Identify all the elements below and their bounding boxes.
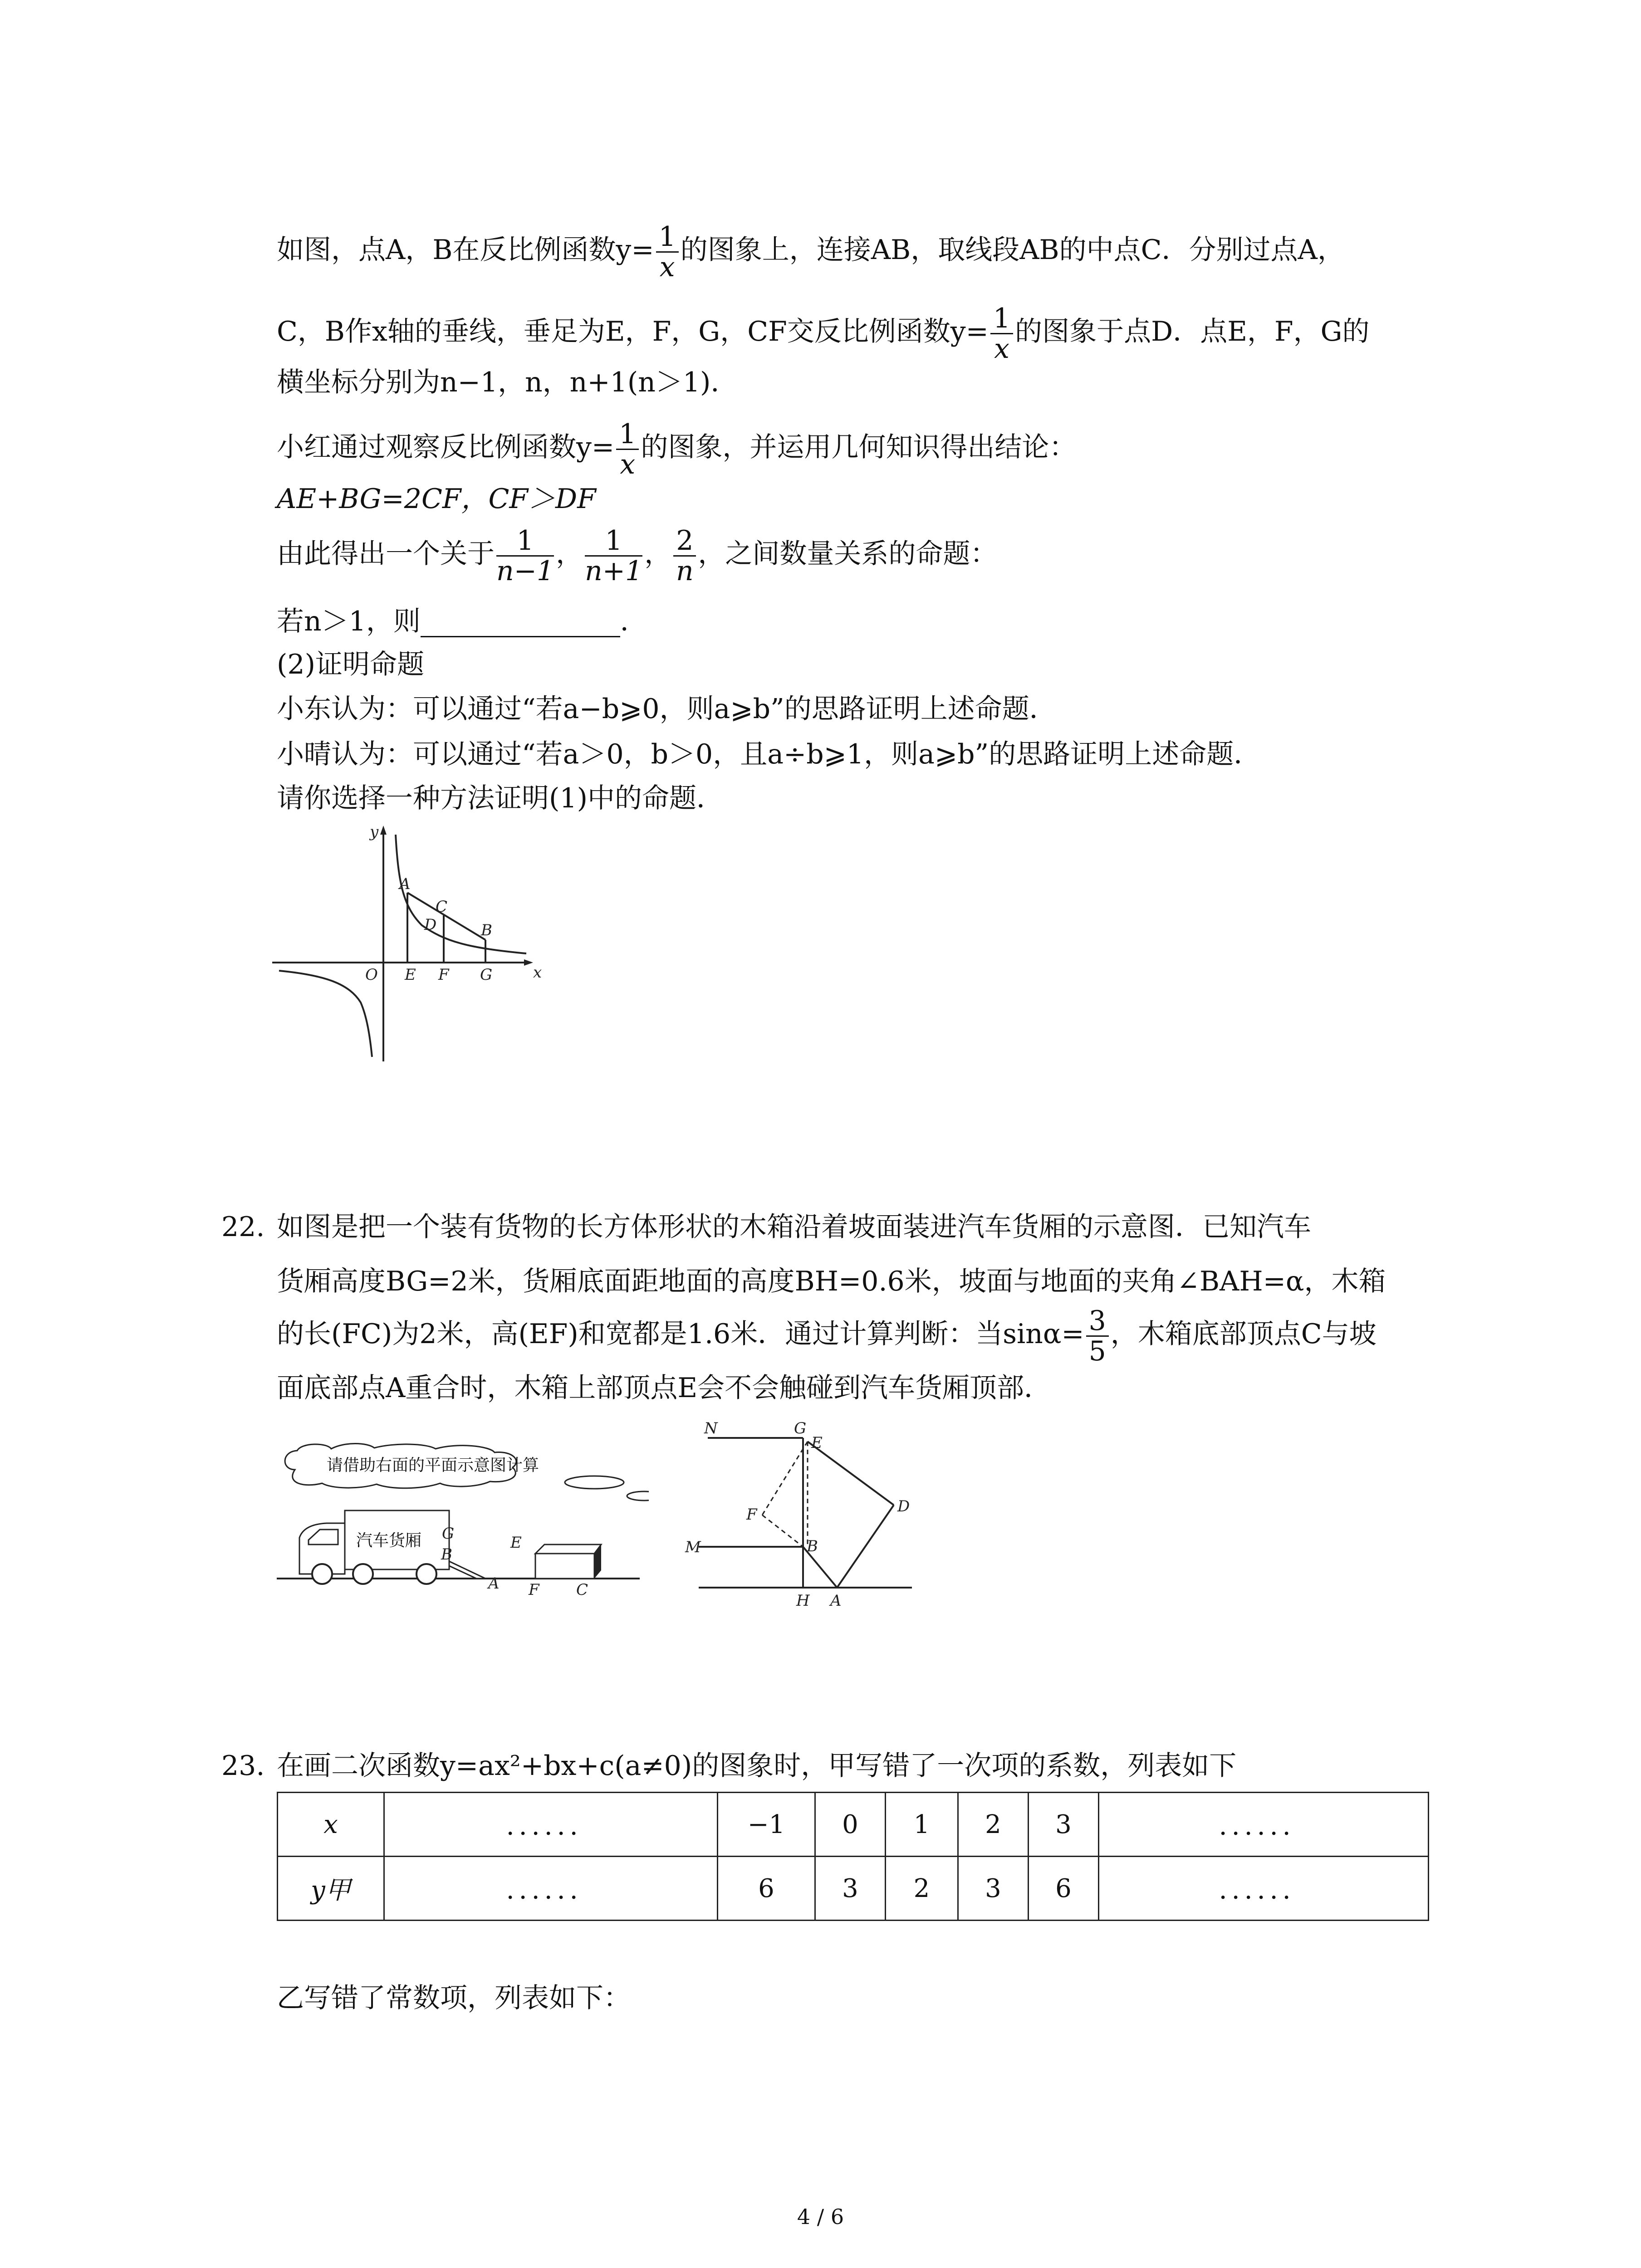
right-label-H: H (796, 1592, 810, 1610)
fraction-2-over-n: $\frac{2}{n}$ (673, 526, 696, 586)
q21-line-2-a: C，B作x轴的垂线，垂足为E，F，G，CF交反比例函数y= (277, 316, 989, 348)
table-cell: ．．．．．． (384, 1793, 718, 1857)
table-cell: 0 (815, 1793, 886, 1857)
q22-line-3-a: 的长(FC)为2米，高(EF)和宽都是1.6米．通过计算判断：当sinα= (277, 1318, 1084, 1350)
label-B: B (481, 921, 492, 939)
q22-line-2: 货厢高度BG=2米，货厢底面距地面的高度BH=0.6米，坡面与地面的夹角∠BAH=α，木箱 (277, 1266, 1386, 1297)
fraction-1-over-n-plus-1: $\frac{1}{n+1}$ (585, 525, 643, 587)
q22-line-4: 面底部点A重合时，木箱上部顶点E会不会触碰到汽车货厢顶部． (277, 1372, 1052, 1404)
right-label-A: A (830, 1592, 842, 1610)
right-label-B: B (807, 1537, 818, 1555)
q21-line-7-b: ． (620, 606, 647, 637)
q21-line-3: 横坐标分别为n−1，n，n+1(n＞1)． (277, 367, 738, 398)
table-cell: x (278, 1793, 384, 1857)
fraction-1-over-x: $\frac{1}{x}$ (616, 420, 639, 479)
left-label-F: F (529, 1581, 539, 1599)
separator: ， (556, 538, 583, 570)
table-row-x (278, 1793, 1429, 1857)
table-cell: 6 (1029, 1857, 1099, 1921)
fraction-1-over-x: $\frac{1}{x}$ (656, 222, 679, 282)
separator: ， (644, 538, 672, 570)
label-F: F (438, 966, 449, 984)
label-E: E (405, 966, 416, 984)
table-cell: ．．．．．． (384, 1857, 718, 1921)
table-cell: 1 (886, 1793, 958, 1857)
segment-EF-dashed (762, 1442, 808, 1515)
q22-line-1: 如图是把一个装有货物的长方体形状的木箱沿着坡面装进汽车货厢的示意图．已知汽车 (277, 1211, 1311, 1243)
table-cell: 3 (1029, 1793, 1099, 1857)
right-label-E: E (811, 1434, 823, 1452)
table-cell: 2 (958, 1793, 1029, 1857)
q23-line-1: 在画二次函数y=ax²+bx+c(a≠0)的图象时，甲写错了一次项的系数，列表如下 (277, 1750, 1237, 1782)
q21-line-1 (277, 222, 1345, 282)
table-cell: 3 (815, 1857, 886, 1921)
cloud-tail-2 (627, 1491, 649, 1501)
q21-line-11: 请你选择一种方法证明(1)中的命题． (277, 782, 724, 814)
left-label-B: B (441, 1545, 452, 1564)
label-D: D (424, 916, 437, 934)
right-label-G: G (794, 1419, 807, 1437)
y-axis-arrow-icon (380, 826, 387, 835)
q21-line-8: (2)证明命题 (277, 649, 424, 680)
answer-blank[interactable] (421, 611, 620, 637)
label-G: G (480, 966, 493, 984)
right-label-F: F (746, 1505, 757, 1524)
q21-line-9: 小东认为：可以通过“若a−b⩾0，则a⩾b”的思路证明上述命题． (277, 693, 1057, 725)
left-label-C: C (576, 1581, 588, 1599)
q21-line-10: 小晴认为：可以通过“若a＞0，b＞0，且a÷b⩾1，则a⩾b”的思路证明上述命题． (277, 738, 1261, 770)
label-A: A (399, 875, 411, 893)
q21-line-6-a: 由此得出一个关于 (277, 538, 495, 570)
reciprocal-function-figure (272, 821, 554, 1075)
table-cell: 2 (886, 1857, 958, 1921)
q21-line-4-b: 的图象，并运用几何知识得出结论： (641, 431, 1077, 464)
q21-line-1-a: 如图，点A，B在反比例函数y= (277, 234, 654, 266)
q21-line-6-b: ，之间数量关系的命题： (698, 538, 998, 570)
segment-FB-dashed (762, 1515, 803, 1547)
q23-number: 23. (221, 1750, 265, 1782)
truck-wheel-front (312, 1564, 332, 1584)
plane-schematic-diagram (681, 1406, 962, 1615)
page-number: 4 / 6 (797, 2204, 844, 2229)
wooden-box-top (535, 1545, 601, 1554)
curve-left-branch (279, 971, 372, 1057)
table-cell: y甲 (278, 1857, 384, 1921)
q21-line-2-b: 的图象于点D．点E，F，G的 (1015, 316, 1370, 348)
q21-line-5: AE+BG=2CF，CF＞DF (277, 483, 596, 515)
x-axis-arrow-icon (524, 959, 533, 966)
cloud-tail-1 (565, 1476, 624, 1489)
table-cell: 6 (718, 1857, 815, 1921)
fraction-1-over-n-minus-1: $\frac{1}{n-1}$ (496, 525, 554, 587)
q21-line-7-a: 若n＞1，则 (277, 606, 421, 637)
segment-DA (837, 1505, 894, 1588)
truck-illustration (277, 1442, 649, 1601)
truck-wheel-middle (353, 1564, 373, 1584)
right-label-D: D (897, 1497, 910, 1515)
table-cell: 3 (958, 1857, 1029, 1921)
truck-label: 汽车货厢 (356, 1531, 422, 1550)
curve-right-branch (396, 835, 526, 953)
value-table-jia (277, 1792, 1429, 1921)
label-y: y (370, 823, 379, 841)
left-label-G: G (442, 1525, 455, 1543)
q21-line-4 (277, 420, 1076, 479)
q21-line-7 (277, 606, 647, 637)
ramp (449, 1561, 485, 1579)
q21-line-4-a: 小红通过观察反比例函数y= (277, 431, 615, 464)
q21-line-6 (277, 526, 997, 586)
table-cell: ．．．．．． (1099, 1793, 1429, 1857)
left-label-E: E (510, 1534, 522, 1552)
q22-line-3-b: ，木箱底部顶点C与坡 (1110, 1318, 1376, 1350)
left-label-A: A (488, 1574, 500, 1593)
fraction-1-over-x: $\frac{1}{x}$ (990, 304, 1013, 363)
label-C: C (436, 898, 448, 916)
label-O: O (365, 966, 378, 984)
truck-wheel-rear (416, 1564, 436, 1584)
table-cell: ．．．．．． (1099, 1857, 1429, 1921)
cloud-text: 请借助右面的平面示意图计算 (327, 1456, 539, 1475)
q22-number: 22. (221, 1211, 265, 1243)
q22-line-3 (277, 1306, 1376, 1366)
table-row-y (278, 1857, 1429, 1921)
wooden-box-front (535, 1554, 594, 1579)
label-x: x (533, 963, 542, 982)
right-label-M: M (685, 1538, 701, 1556)
q21-line-1-b: 的图象上，连接AB，取线段AB的中点C．分别过点A， (680, 234, 1345, 266)
table-cell: −1 (718, 1793, 815, 1857)
q23-line-2: 乙写错了常数项，列表如下： (277, 1982, 631, 2014)
right-label-N: N (704, 1419, 718, 1437)
fraction-3-over-5: $\frac{3}{5}$ (1086, 1306, 1109, 1366)
q21-line-2 (277, 304, 1370, 363)
